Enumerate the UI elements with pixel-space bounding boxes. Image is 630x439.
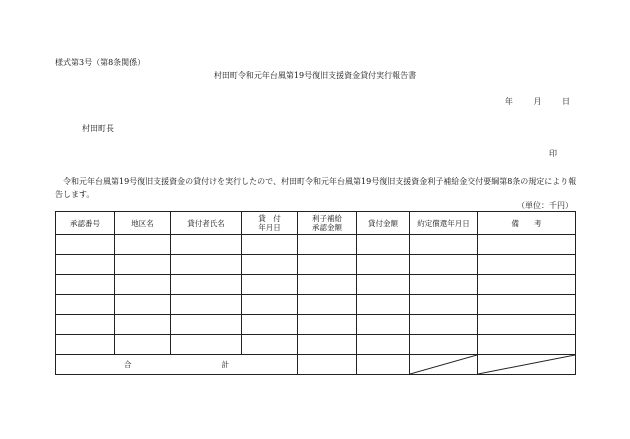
table-cell[interactable] xyxy=(242,315,298,335)
body-text: 令和元年台風第19号復旧支援資金の貸付けを実行したので、村田町令和元年台風第19号復旧支援資金利子補給金交付要綱第8条の規定により報告します。 xyxy=(55,177,577,199)
header-loan-amount: 貸付金額 xyxy=(357,212,410,235)
report-table xyxy=(55,211,576,375)
table-cell[interactable] xyxy=(357,295,410,315)
total-subsidy-cell[interactable] xyxy=(298,355,357,375)
document-title: 村田町令和元年台風第19号復旧支援資金貸付実行報告書 xyxy=(213,71,417,80)
total-label-char2: 計 xyxy=(221,360,229,369)
table-cell[interactable] xyxy=(56,275,115,295)
table-cell[interactable] xyxy=(478,275,576,295)
table-cell[interactable] xyxy=(357,255,410,275)
table-cell[interactable] xyxy=(242,235,298,255)
table-cell[interactable] xyxy=(115,315,171,335)
table-cell[interactable] xyxy=(357,335,410,355)
table-cell[interactable] xyxy=(478,295,576,315)
header-approval-no: 承認番号 xyxy=(56,212,115,235)
table-cell[interactable] xyxy=(298,295,357,315)
date-line xyxy=(487,97,570,107)
diagonal-cell-remarks xyxy=(478,355,576,375)
table-row xyxy=(56,275,576,295)
table-cell[interactable] xyxy=(242,335,298,355)
diagonal-line xyxy=(410,355,477,374)
table-cell[interactable] xyxy=(410,275,478,295)
header-loan-date-line1: 貸 付 xyxy=(258,214,281,223)
table-cell[interactable] xyxy=(478,315,576,335)
seal-mark: 印 xyxy=(549,149,557,158)
total-label-char1: 合 xyxy=(124,360,132,369)
table-cell[interactable] xyxy=(115,275,171,295)
table-cell[interactable] xyxy=(298,255,357,275)
table-cell[interactable] xyxy=(171,335,242,355)
header-district: 地区名 xyxy=(115,212,171,235)
diagonal-line xyxy=(478,355,575,374)
header-subsidy-line2: 承認金額 xyxy=(312,223,342,232)
table-cell[interactable] xyxy=(242,275,298,295)
table-row xyxy=(56,255,576,275)
table-cell[interactable] xyxy=(410,295,478,315)
table-cell[interactable] xyxy=(298,275,357,295)
table-cell[interactable] xyxy=(242,255,298,275)
table-cell[interactable] xyxy=(478,255,576,275)
table-cell[interactable] xyxy=(115,255,171,275)
table-cell[interactable] xyxy=(357,275,410,295)
table-cell[interactable] xyxy=(298,235,357,255)
table-cell[interactable] xyxy=(171,295,242,315)
table-cell[interactable] xyxy=(56,315,115,335)
table-cell[interactable] xyxy=(56,235,115,255)
month-label: 月 xyxy=(533,97,542,106)
total-loan-amount-cell[interactable] xyxy=(357,355,410,375)
table-cell[interactable] xyxy=(410,255,478,275)
header-subsidy-line1: 利子補給 xyxy=(312,214,342,223)
table-row xyxy=(56,235,576,255)
header-repay-date: 約定償還年月日 xyxy=(410,212,478,235)
table-cell[interactable] xyxy=(115,295,171,315)
table-cell[interactable] xyxy=(171,235,242,255)
table-cell[interactable] xyxy=(410,235,478,255)
table-cell[interactable] xyxy=(357,235,410,255)
table-row xyxy=(56,295,576,315)
table-cell[interactable] xyxy=(56,295,115,315)
addressee: 村田町長 xyxy=(82,124,114,133)
year-label: 年 xyxy=(504,97,513,106)
unit-note: （単位：千円） xyxy=(517,201,573,210)
day-label: 日 xyxy=(562,97,570,106)
table-row xyxy=(56,315,576,335)
header-subsidy xyxy=(298,212,357,235)
table-header-row xyxy=(56,212,576,235)
table-cell[interactable] xyxy=(242,295,298,315)
table-cell[interactable] xyxy=(56,335,115,355)
table-cell[interactable] xyxy=(171,255,242,275)
form-number: 様式第3号（第8条関係） xyxy=(55,58,146,67)
header-remarks: 備 考 xyxy=(478,212,576,235)
table-cell[interactable] xyxy=(478,235,576,255)
table-cell[interactable] xyxy=(115,335,171,355)
table-cell[interactable] xyxy=(171,315,242,335)
header-loan-date-line2: 年月日 xyxy=(258,223,281,232)
header-borrower: 貸付者氏名 xyxy=(171,212,242,235)
total-row xyxy=(56,355,576,375)
total-label xyxy=(56,355,298,375)
table-cell[interactable] xyxy=(115,235,171,255)
diagonal-cell-repay xyxy=(410,355,478,375)
table-cell[interactable] xyxy=(357,315,410,335)
table-cell[interactable] xyxy=(410,335,478,355)
table-cell[interactable] xyxy=(410,315,478,335)
header-loan-date xyxy=(242,212,298,235)
table-cell[interactable] xyxy=(56,255,115,275)
table-row xyxy=(56,335,576,355)
table-cell[interactable] xyxy=(478,335,576,355)
table-cell[interactable] xyxy=(298,315,357,335)
table-cell[interactable] xyxy=(171,275,242,295)
table-cell[interactable] xyxy=(298,335,357,355)
